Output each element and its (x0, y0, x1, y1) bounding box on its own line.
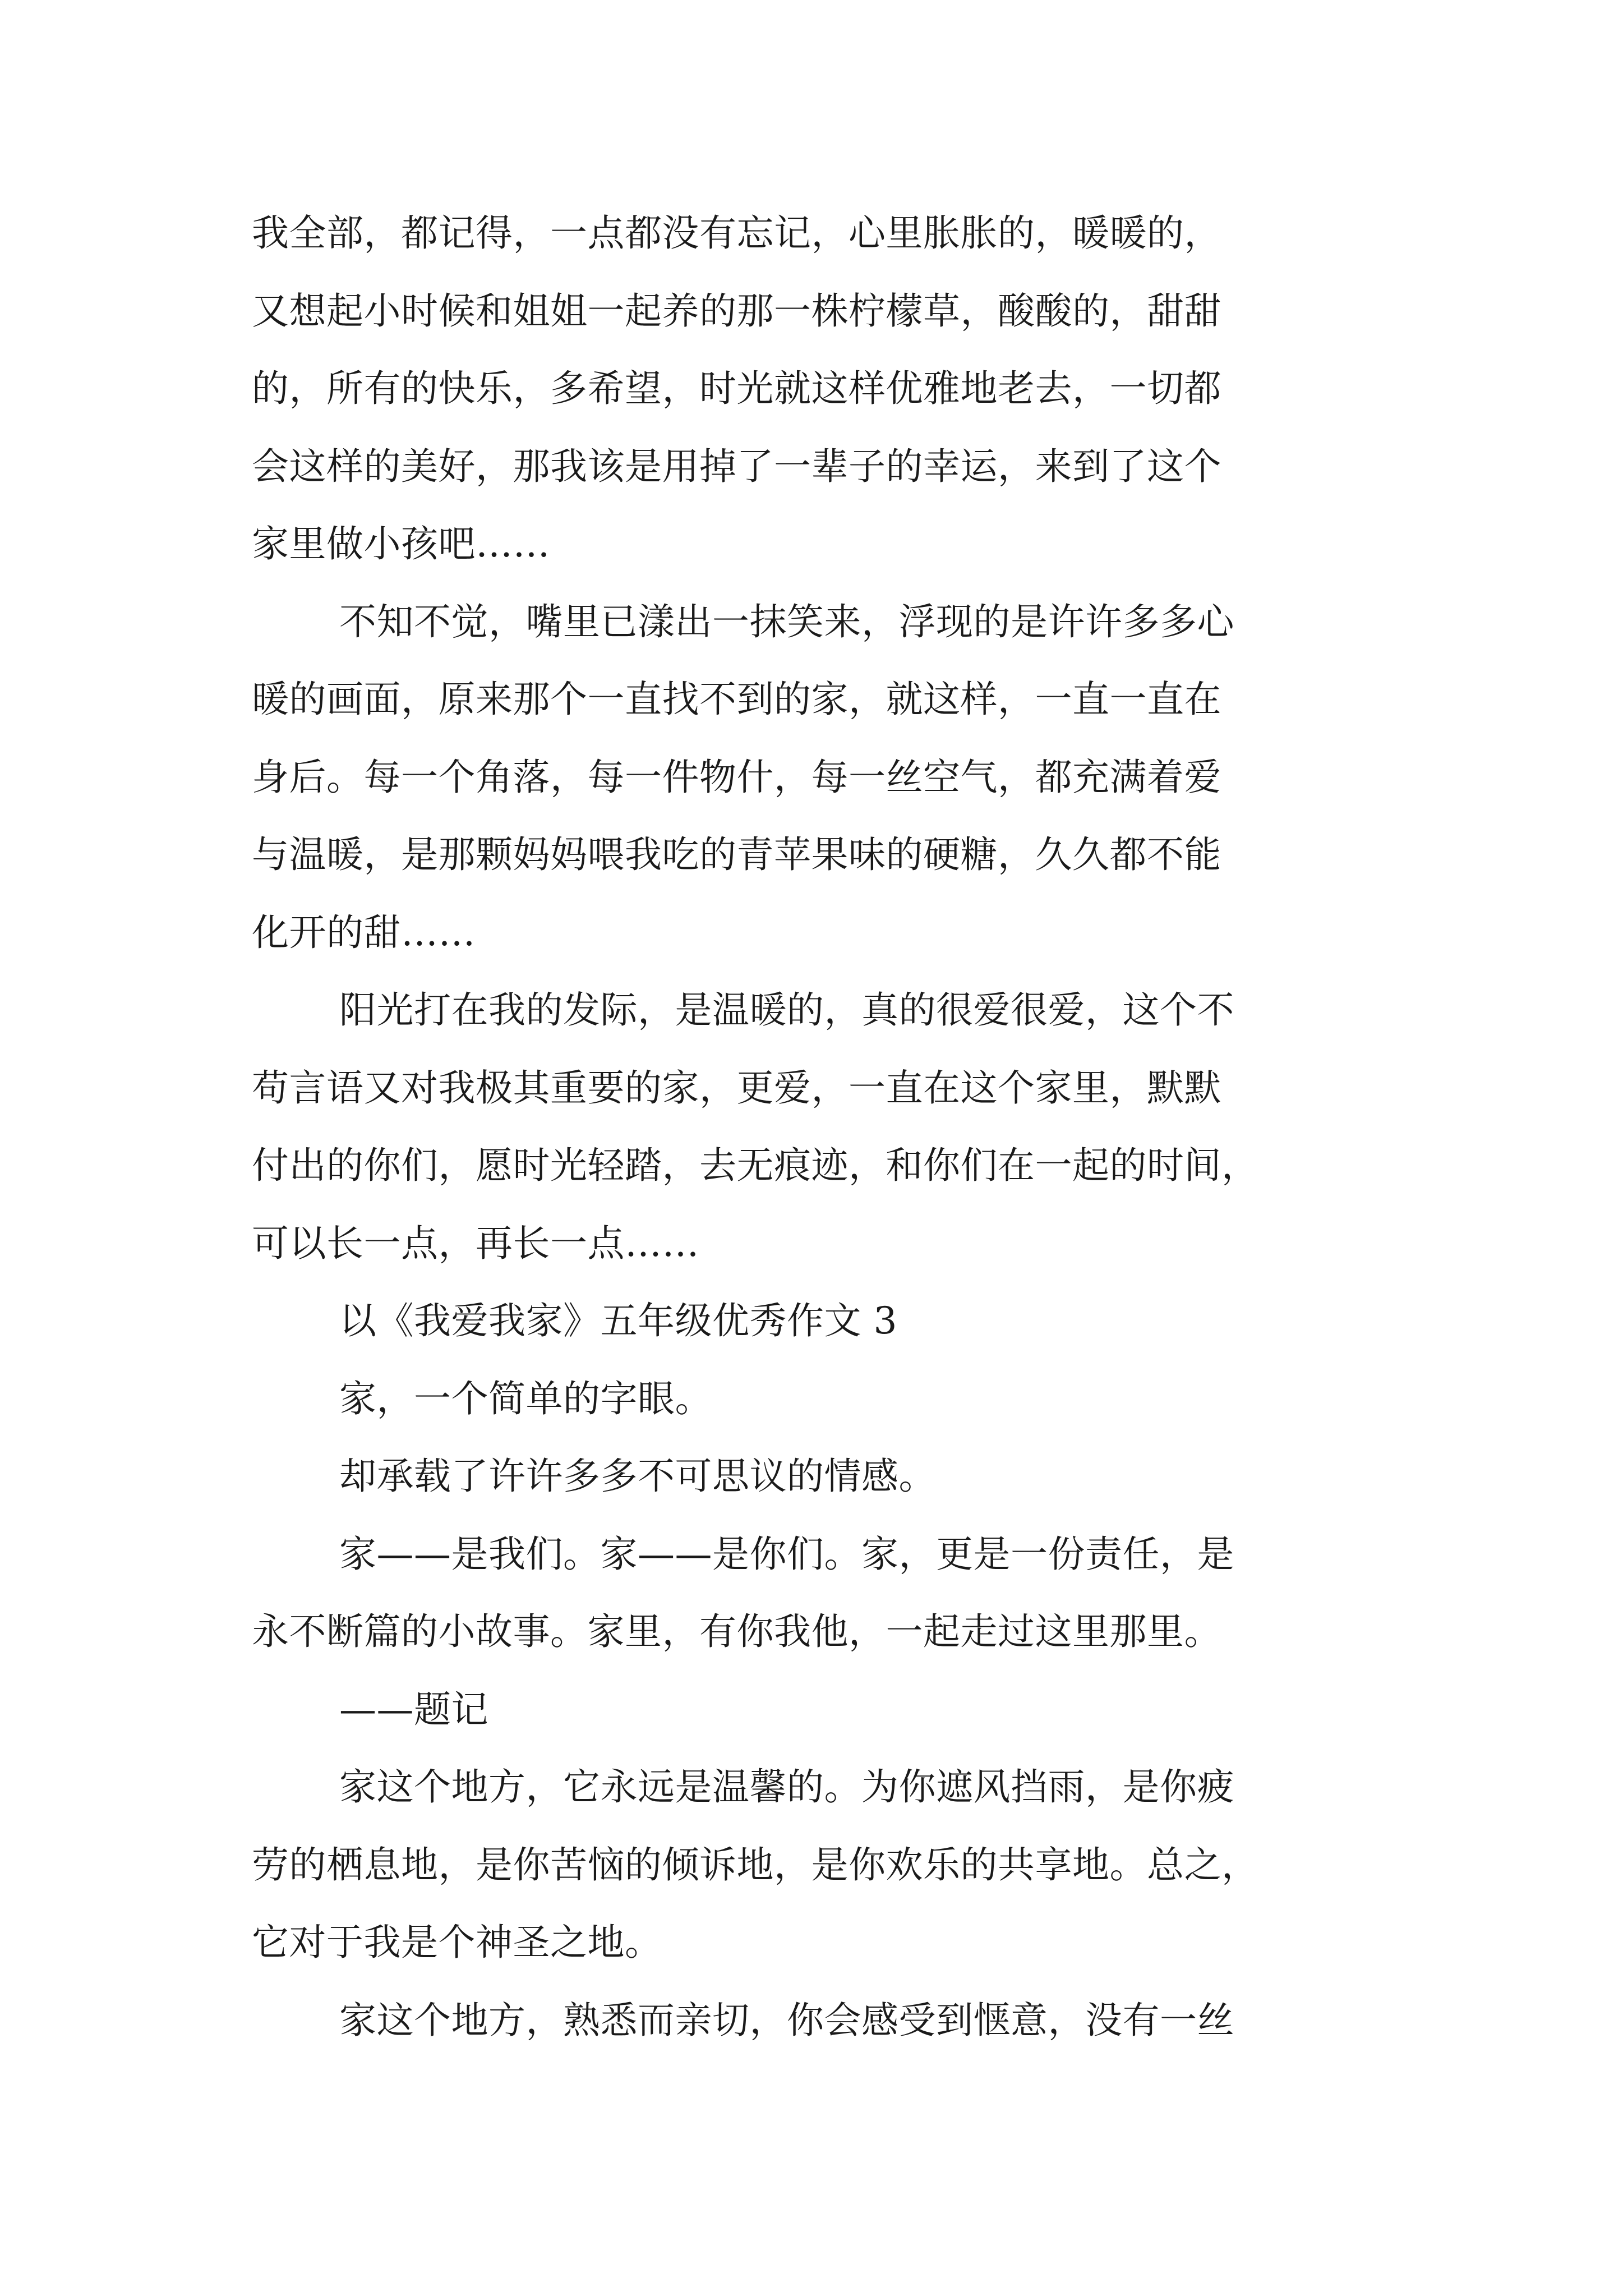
text-line-6: 不知不觉，嘴里已漾出一抹笑来，浮现的是许许多多心 (339, 600, 1234, 643)
text-line-21: 家这个地方，它永远是温馨的。为你遮风挡雨，是你疲 (339, 1765, 1234, 1809)
text-line-3: 的，所有的快乐，多希望，时光就这样优雅地老去，一切都 (252, 367, 1221, 410)
text-line-23: 它对于我是个神圣之地。 (252, 1921, 662, 1964)
text-line-8: 身后。每一个角落，每一件物什，每一丝空气，都充满着爱 (252, 756, 1221, 799)
text-line-4: 会这样的美好，那我该是用掉了一辈子的幸运，来到了这个 (252, 445, 1221, 488)
text-line-24: 家这个地方，熟悉而亲切，你会感受到惬意，没有一丝 (339, 1999, 1234, 2042)
text-line-18: 家——是我们。家——是你们。家，更是一份责任，是 (339, 1533, 1234, 1576)
text-line-9: 与温暖，是那颗妈妈喂我吃的青苹果味的硬糖，久久都不能 (252, 833, 1221, 876)
epigraph-note: ——题记 (339, 1688, 488, 1731)
text-line-5: 家里做小孩吧…… (252, 522, 550, 565)
text-line-12: 苟言语又对我极其重要的家，更爱，一直在这个家里，默默 (252, 1066, 1221, 1110)
text-line-1: 我全部，都记得，一点都没有忘记，心里胀胀的，暖暖的， (252, 211, 1221, 255)
text-line-13: 付出的你们，愿时光轻踏，去无痕迹，和你们在一起的时间， (252, 1144, 1259, 1187)
text-line-10: 化开的甜…… (252, 911, 476, 954)
text-line-2: 又想起小时候和姐姐一起养的那一株柠檬草，酸酸的，甜甜 (252, 289, 1221, 333)
text-line-17: 却承载了许许多多不可思议的情感。 (339, 1455, 936, 1498)
text-line-14: 可以长一点，再长一点…… (252, 1222, 699, 1265)
text-line-19: 永不断篇的小故事。家里，有你我他，一起走过这里那里。 (252, 1610, 1221, 1653)
text-line-16: 家，一个简单的字眼。 (339, 1377, 712, 1420)
text-line-11: 阳光打在我的发际，是温暖的，真的很爱很爱，这个不 (339, 988, 1234, 1032)
section-title: 以《我爱我家》五年级优秀作文 3 (339, 1299, 897, 1342)
text-line-7: 暖的画面，原来那个一直找不到的家，就这样，一直一直在 (252, 678, 1221, 721)
text-line-22: 劳的栖息地，是你苦恼的倾诉地，是你欢乐的共享地。总之， (252, 1843, 1259, 1887)
